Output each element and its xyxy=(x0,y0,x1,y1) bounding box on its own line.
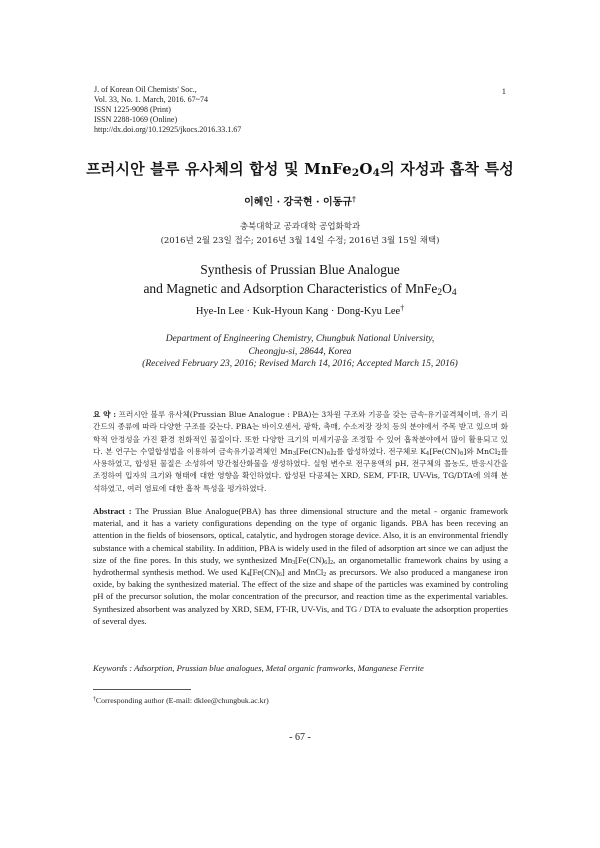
doi-link[interactable]: http://dx.doi.org/10.12925/jkocs.2016.33.1.67 xyxy=(94,125,242,134)
corresponding-mark: † xyxy=(351,194,356,204)
abstract-korean-label: 요 약 : xyxy=(93,410,117,419)
affiliation-english: Department of Engineering Chemistry, Chungbuk National University, Cheongju-si, 28644, Korea (Received February 23, 2016; Revised March 14, 2016; Accepted March 15, 2016) xyxy=(142,334,458,369)
page-mark: 1 xyxy=(501,86,506,96)
page-number: - 67 - xyxy=(289,732,311,743)
issn-online: ISSN 2288-1069 (Online) xyxy=(94,115,178,124)
title-korean: 프러시안 블루 유사체의 합성 및 $MnFe_2O_4$의 자성과 흡착 특성 xyxy=(86,160,514,180)
abstract-korean: 요 약 : 프러시안 블루 유사체(Prussian Blue Analogue : PBA)는 3차원 구조와 기공을 갖는 금속-유기골격체이며, 유기 리간드의 종류에 따라 다양한 구조를 갖는다. PBA는 바이오센서, 광학, 촉매, 수소저장 장치 등의 분야에서 주목 받고 있으며 화학적 안정성을 가진 환경 친화적인 물질이다. 또한 다양한 크기의 미세기공을 조정할 수 있어 흡착분야에서 많이 활용되고 있다. 본 연구는 수열합성법을 이용하여 금속유기골격체인 $Mn_3[Fe(CN)_6]_2$를 합성하였다. 전구체로 $K_4[Fe(CN)_6]$와 MnCl$_2$를 사용하였고, 합성된 물질은 소성하여 망간철산화물을 생성하였다. 실험 변수로 전구용액의 pH, 전구체의 몰농도, 반응시간을 조정하여 입자의 크기와 형태에 대한 영향을 확인하였다. 합성된 다공체는 XRD, SEM, FT-IR, UV-Vis, TG/DTA에 의해 분석하였고, 여러 염료에 대한 흡착 특성을 평가하였다. xyxy=(93,410,509,493)
footnote-divider xyxy=(93,689,191,690)
authors-korean: 이혜인 · 강국현 · 이동규† xyxy=(244,194,356,208)
dates-korean: (2016년 2월 23일 접수; 2016년 3월 14일 수정; 2016년 3월 15일 채택) xyxy=(160,236,440,246)
journal-citation: J. of Korean Oil Chemists' Soc., xyxy=(94,85,197,94)
abstract-english-label: Abstract : xyxy=(93,506,132,516)
footnote-corresponding-author: †Corresponding author (E-mail: dklee@chungbuk.ac.kr) xyxy=(93,696,269,705)
issn-print: ISSN 1225-9098 (Print) xyxy=(94,105,171,114)
affiliation-korean: 충북대학교 공과대학 공업화학과 xyxy=(239,222,361,232)
journal-volume: Vol. 33, No. 1. March, 2016. 67~74 xyxy=(94,95,208,104)
title-english: Synthesis of Prussian Blue Analogue and Magnetic and Adsorption Characteristics of $MnFe_2O_4$ xyxy=(143,262,457,298)
keywords-list: Adsorption, Prussian blue analogues, Metal organic framworks, Manganese Ferrite xyxy=(132,663,424,673)
corresponding-mark-en: † xyxy=(400,303,405,313)
abstract-english: Abstract : The Prussian Blue Analogue(PBA) has three dimensional structure and the metal - organic framework material, and it has a variety configurations depending on the type of organic ligands. PBA has been receving an attention in the fields of biosensors, optical, catalytic, and hydrogen storage device. Also, it is an environmental friendly substance with a chemical stability. In addition, PBA is widely used in the filed of adsorption art since we can adjust the size of the fine pores. In this study, we synthesized $Mn_3[Fe(CN)_6]_2$, an organometallic framework chains by using a hydrothermal synthesis method. We used $K_4[Fe(CN)_6]$ and MnCl$_2$ as precursors. We also produced a manganese iron oxide, by baking the synthesized material. The effect of the size and shape of the particles was examined by controling pH of the precursor solution, the molar concentration of the precursor, and reaction time as the experimental variables. Synthesized absorbent was analyzed by XRD, SEM, FT-IR, UV-Vis, and TG / DTA to evaluate the adsorption properties of several dyes. xyxy=(93,506,508,626)
authors-english: Hye-In Lee · Kuk-Hyoun Kang · Dong-Kyu Lee† xyxy=(195,303,405,317)
keywords-label: Keywords : xyxy=(93,663,133,673)
journal-info xyxy=(94,85,241,135)
keywords xyxy=(93,663,523,673)
